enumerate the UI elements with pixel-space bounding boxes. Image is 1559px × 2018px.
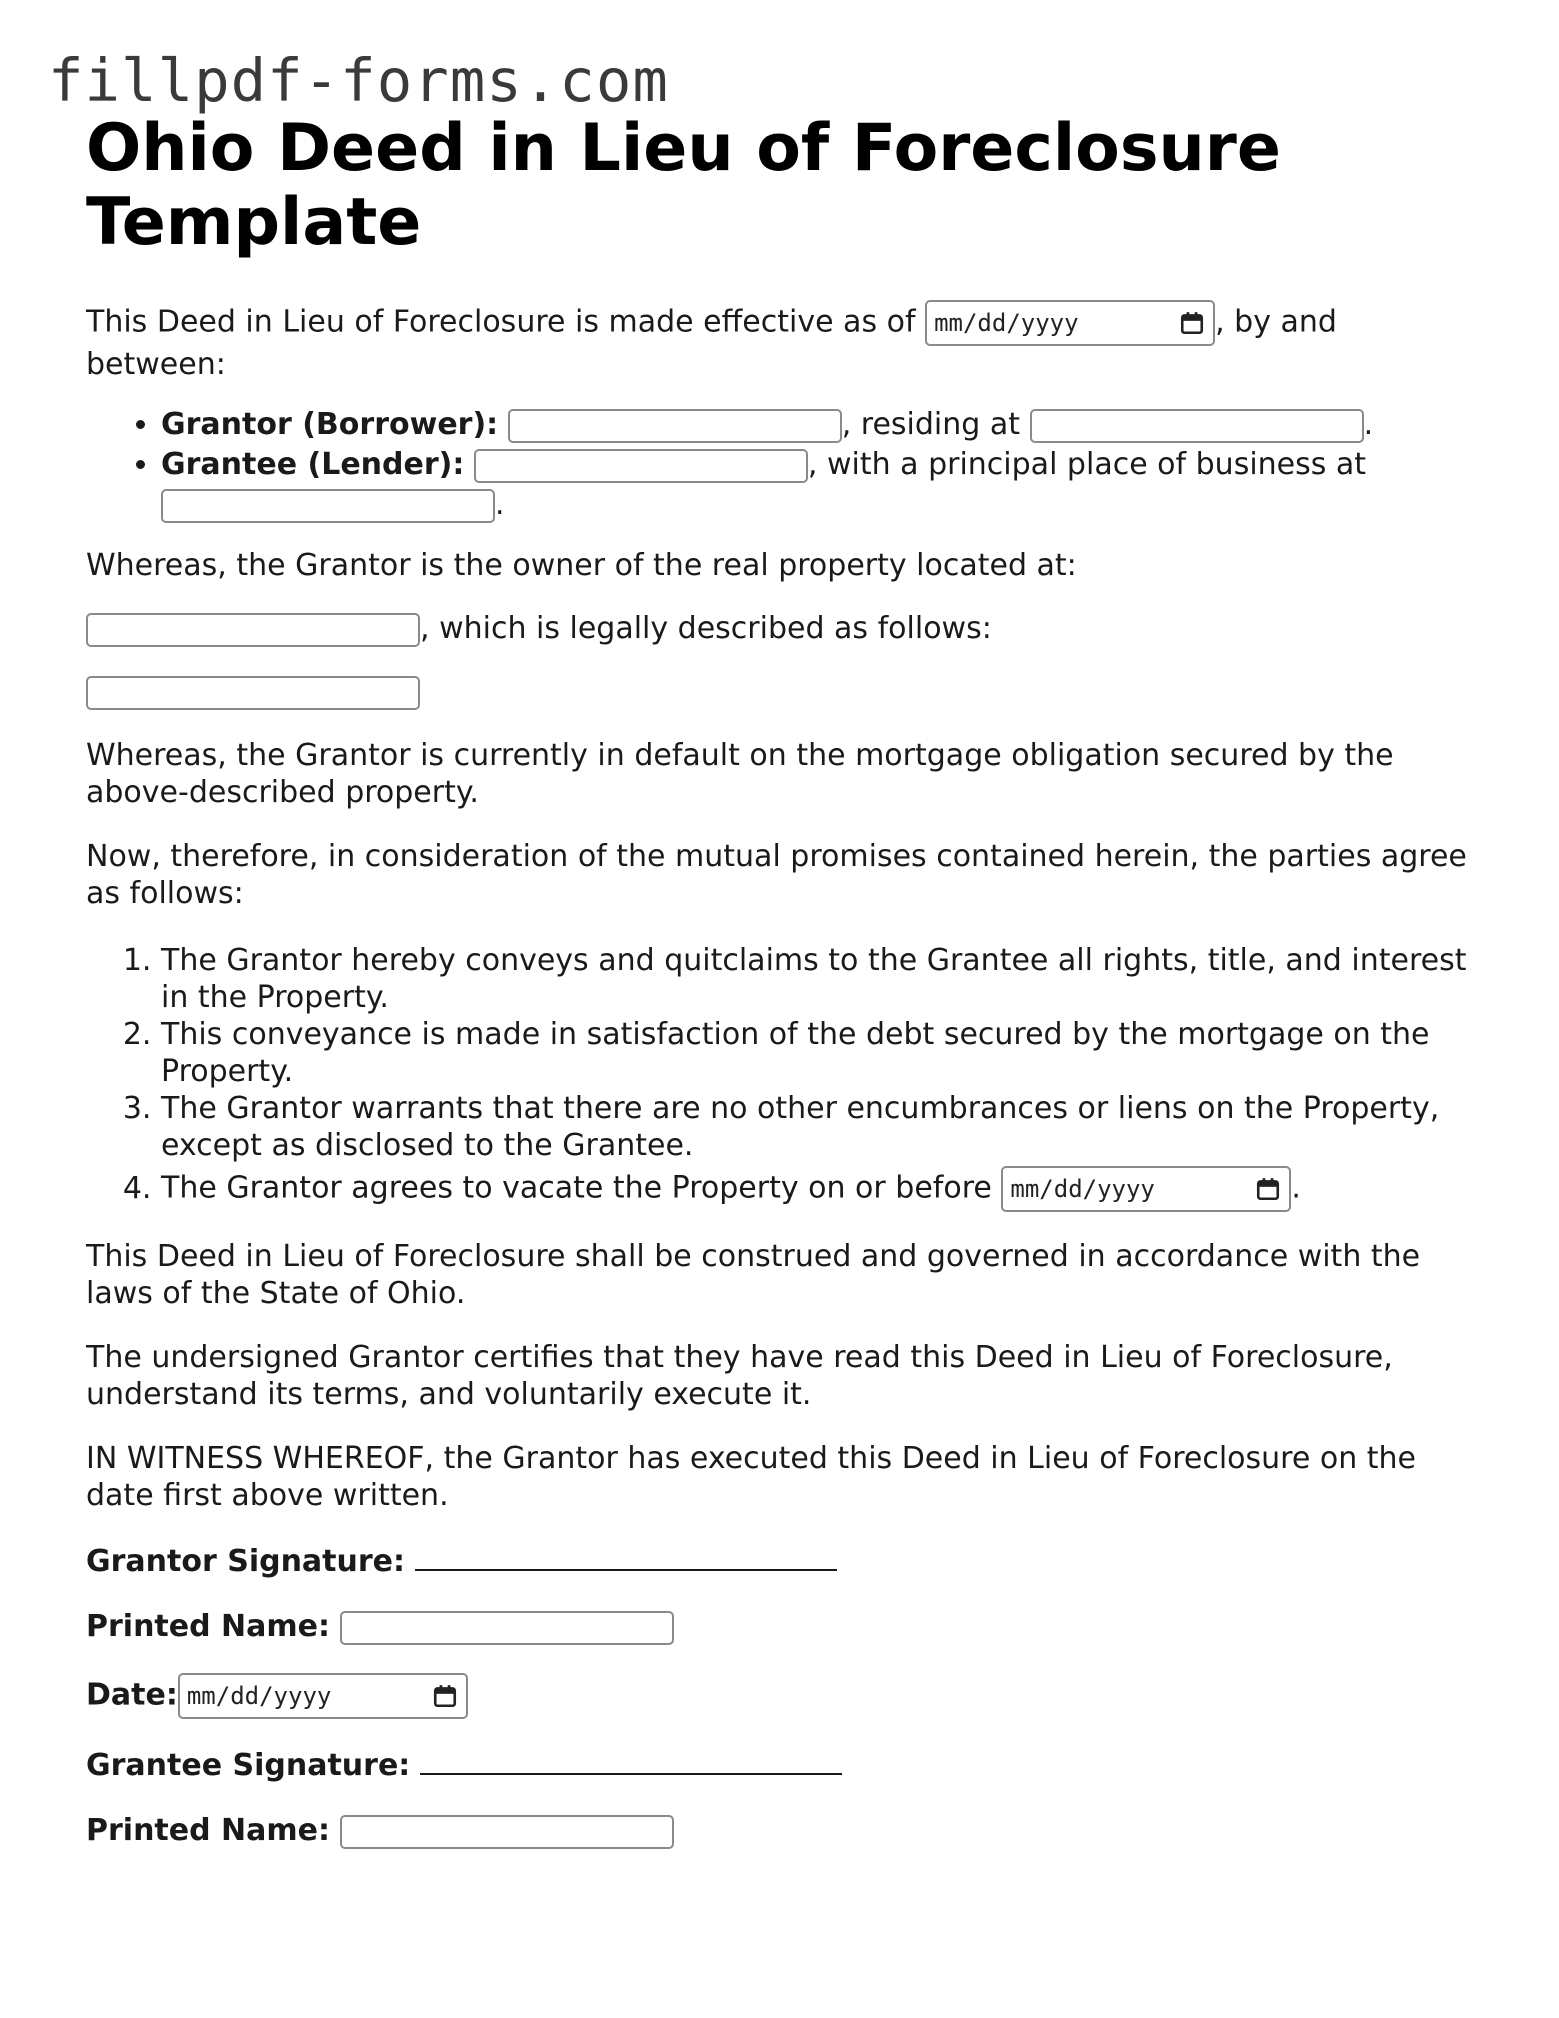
terms-list (86, 942, 1486, 1212)
legal-description-line (86, 673, 1486, 710)
grantor-address-input[interactable] (1030, 409, 1364, 443)
grantor-item (161, 405, 1486, 445)
grantor-printed-name-input[interactable] (340, 1611, 674, 1645)
grantor-printed-name-row (86, 1608, 1486, 1645)
date-row (86, 1673, 1486, 1719)
date-placeholder: mm/dd/yyyy (186, 1681, 332, 1710)
grantee-signature-label: Grantee Signature: (86, 1748, 411, 1783)
effective-date-input[interactable] (925, 300, 1215, 346)
watermark: fillpdf-forms.com (48, 46, 669, 115)
whereas-owner: Whereas, the Grantor is the owner of the real property located at: (86, 548, 1077, 583)
date-placeholder: mm/dd/yyyy (934, 308, 1079, 337)
grantee-business-text: , with a principal place of business at (807, 447, 1367, 482)
certification: The undersigned Grantor certifies that they have read this Deed in Lieu of Foreclosure, understand its terms, and voluntarily execute it. (86, 1340, 1393, 1412)
printed-name-label: Printed Name: (86, 1609, 330, 1644)
grantee-signature-line[interactable] (420, 1747, 842, 1775)
intro-text: This Deed in Lieu of Foreclosure is made effective as of (86, 304, 916, 340)
date-label: Date: (86, 1677, 178, 1713)
calendar-icon (1255, 1176, 1281, 1202)
printed-name-label: Printed Name: (86, 1813, 330, 1848)
property-location-input[interactable] (86, 613, 420, 647)
date-placeholder: mm/dd/yyyy (1010, 1174, 1155, 1203)
grantee-address-input[interactable] (161, 489, 495, 523)
term-item: 2. This conveyance is made in satisfaction of the debt secured by the mortgage on the Property. (161, 1016, 1486, 1090)
whereas-default: Whereas, the Grantor is currently in default on the mortgage obligation secured by the above-described property. (86, 738, 1394, 810)
now-therefore: Now, therefore, in consideration of the mutual promises contained herein, the parties agree as follows: (86, 839, 1467, 911)
term-item: 1. The Grantor hereby conveys and quitclaims to the Grantee all rights, title, and interest in the Property. (161, 942, 1486, 1016)
grantor-name-input[interactable] (508, 409, 842, 443)
intro-paragraph (86, 300, 1486, 383)
grantor-signature-row (86, 1543, 1486, 1580)
parties-list (86, 405, 1486, 525)
page-title: Ohio Deed in Lieu of Foreclosure Template (86, 111, 1281, 260)
witness-clause: IN WITNESS WHEREOF, the Grantor has executed this Deed in Lieu of Foreclosure on the date first above written. (86, 1441, 1416, 1513)
calendar-icon (1179, 310, 1205, 336)
grantor-signature-label: Grantor Signature: (86, 1544, 406, 1579)
vacate-text: The Grantor agrees to vacate the Property on or before (161, 1170, 992, 1206)
grantee-printed-name-input[interactable] (340, 1815, 674, 1849)
calendar-icon (432, 1683, 458, 1709)
period: . (1291, 1170, 1301, 1206)
grantor-signature-line[interactable] (415, 1543, 837, 1571)
grantee-printed-name-row (86, 1812, 1486, 1849)
grantee-item (161, 445, 1486, 525)
property-location-line (86, 610, 1486, 647)
term-item: 3. The Grantor warrants that there are no other encumbrances or liens on the Property, except as disclosed to the Grantee. (161, 1090, 1486, 1164)
legal-description-text: , which is legally described as follows: (420, 611, 992, 646)
intro-text-after: , by and between: (86, 304, 1337, 382)
term-item (161, 1166, 1486, 1212)
legal-description-input[interactable] (86, 676, 420, 710)
grantee-name-input[interactable] (474, 449, 808, 483)
signature-date-input[interactable] (178, 1673, 468, 1719)
document (86, 112, 1486, 1849)
grantor-label: Grantor (Borrower): (161, 407, 499, 442)
period: . (495, 487, 505, 522)
governing-law: This Deed in Lieu of Foreclosure shall be construed and governed in accordance with the laws of the State of Ohio. (86, 1239, 1421, 1311)
grantee-label: Grantee (Lender): (161, 447, 465, 482)
grantee-signature-row (86, 1747, 1486, 1784)
vacate-date-input[interactable] (1001, 1166, 1291, 1212)
grantor-residing-text: , residing at (841, 407, 1021, 442)
period: . (1363, 407, 1374, 442)
